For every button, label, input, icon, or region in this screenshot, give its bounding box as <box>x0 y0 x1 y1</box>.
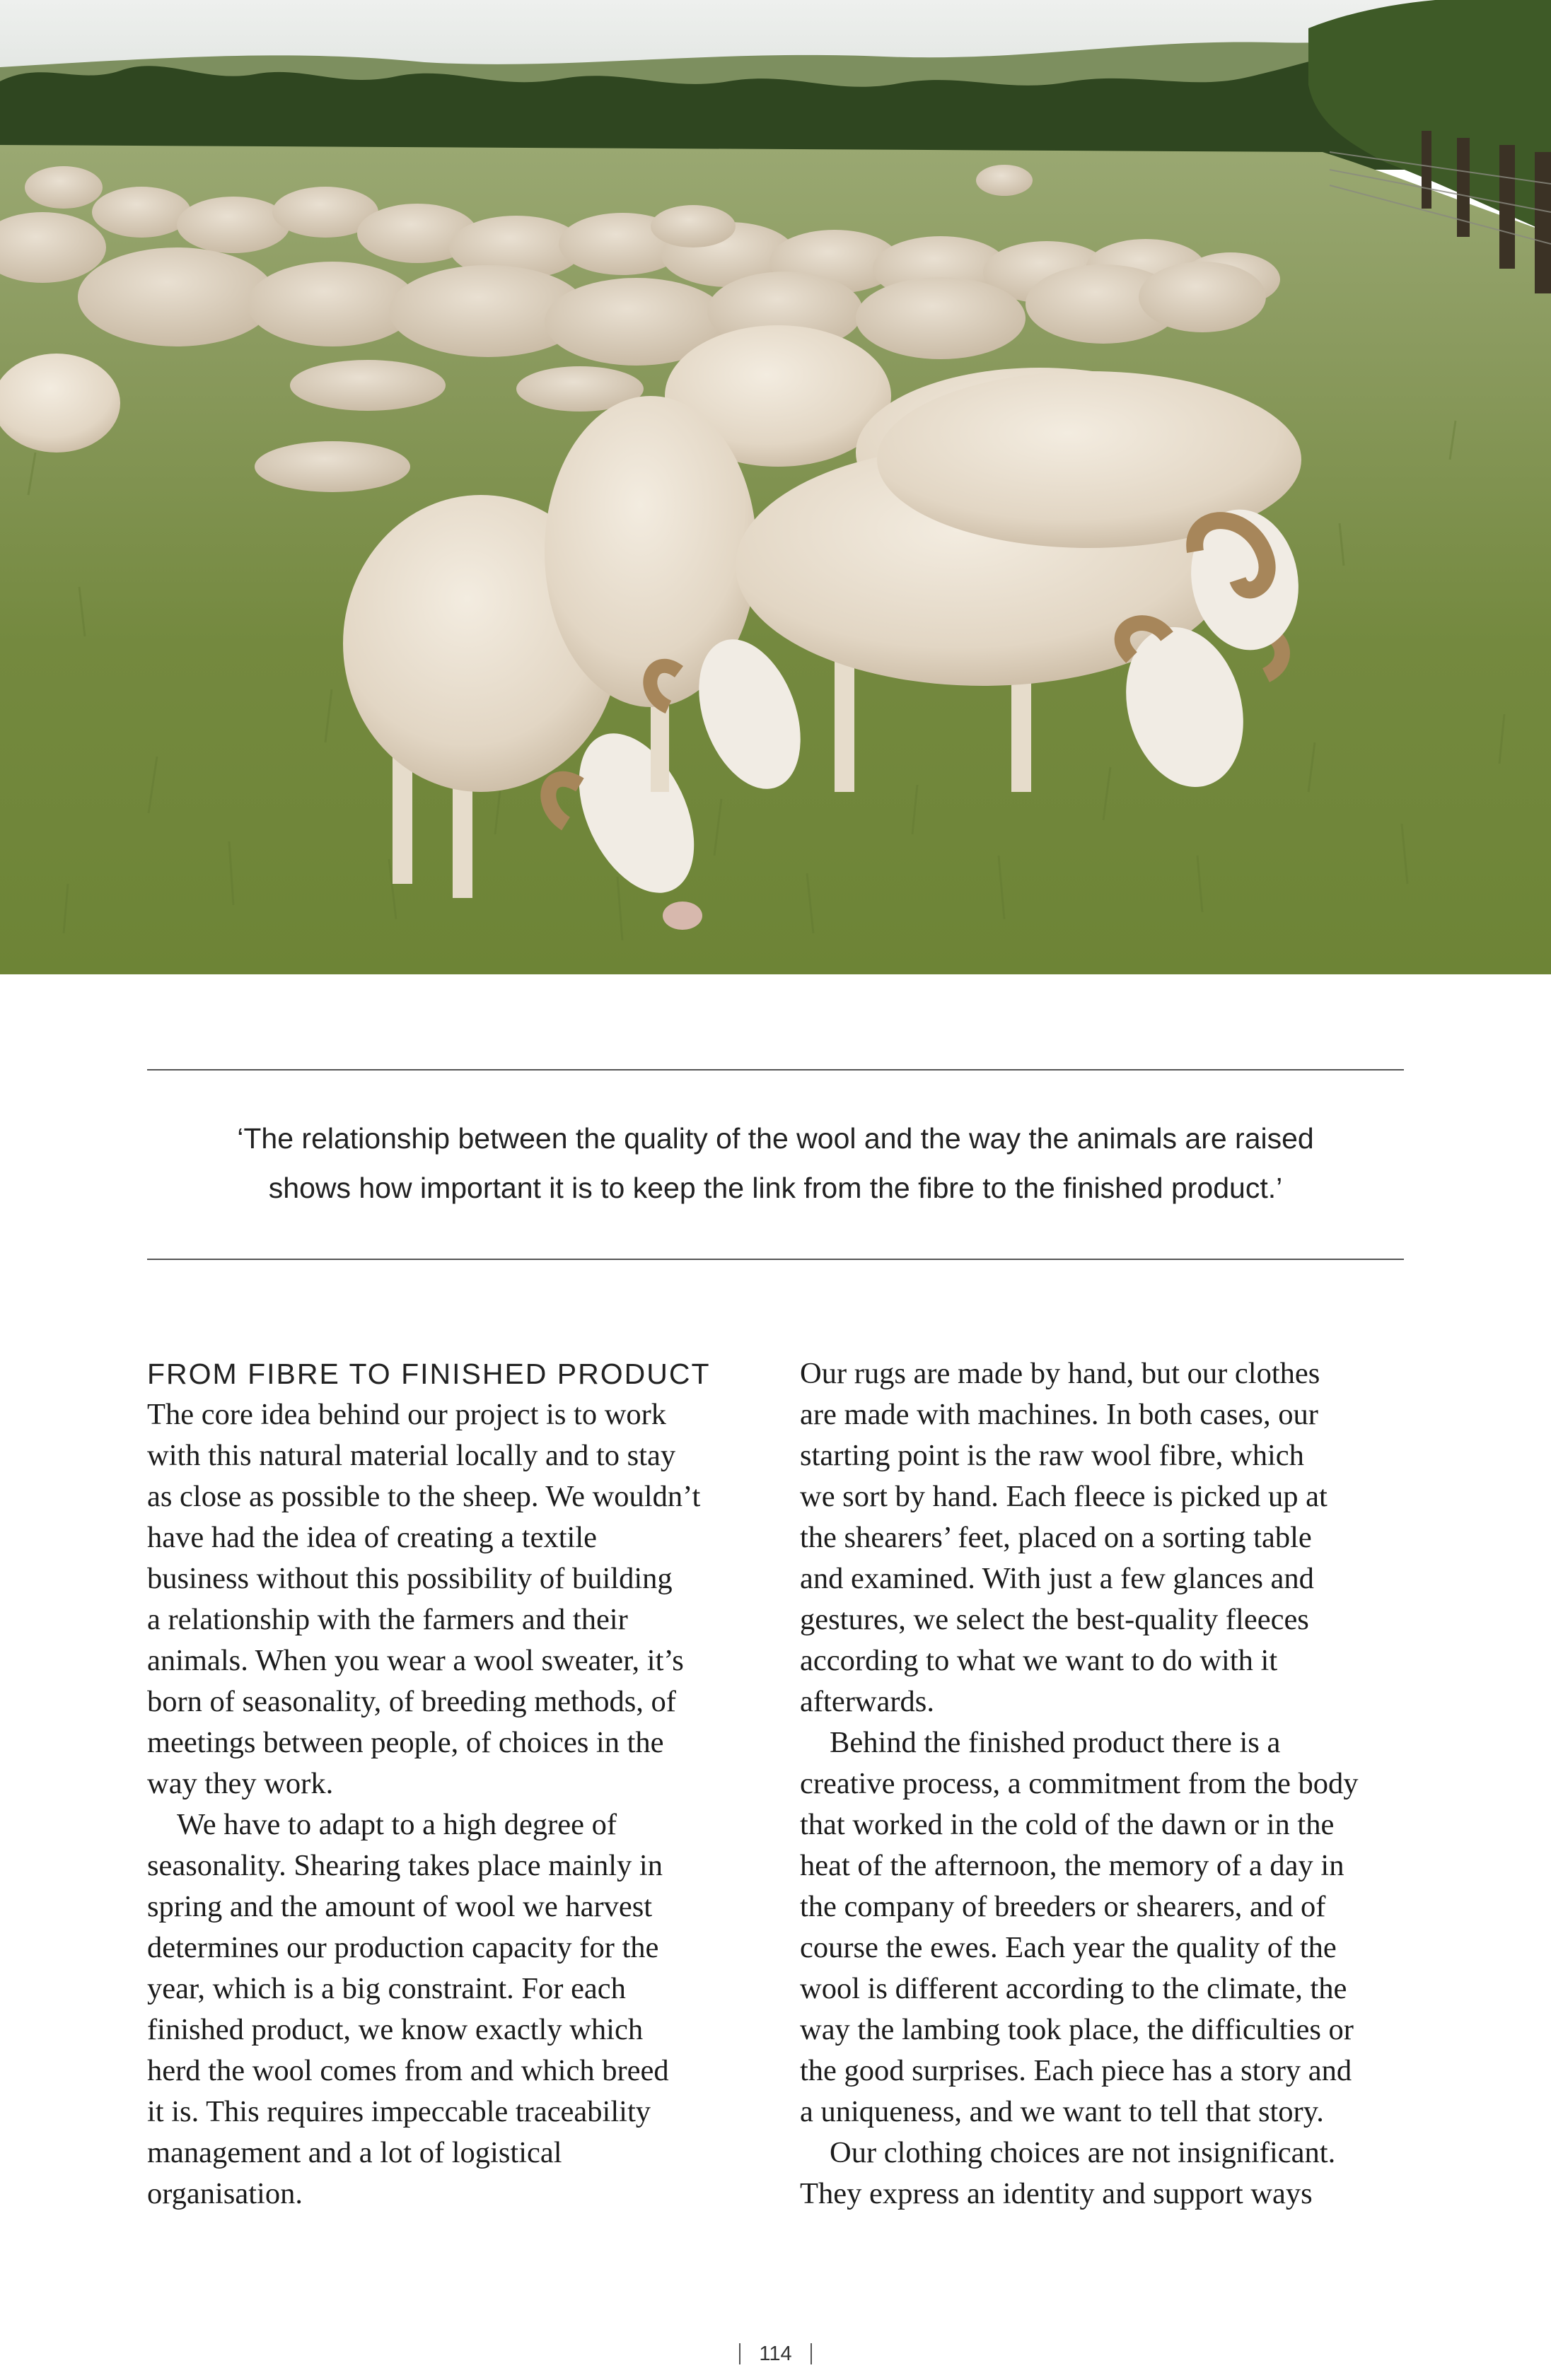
pull-quote-line-2: shows how important it is to keep the link from the fibre to the finished product.’ <box>268 1172 1283 1204</box>
page-number-text: 114 <box>759 2342 792 2365</box>
body-line: born of seasonality, of breeding methods, of <box>147 1685 676 1718</box>
body-line: a relationship with the farmers and their <box>147 1603 628 1636</box>
body-line: are made with machines. In both cases, our <box>800 1398 1318 1431</box>
pull-quote-line-1: ‘The relationship between the quality of the wool and the way the animals are raised <box>237 1122 1314 1155</box>
pull-quote-top-rule <box>147 1069 1404 1071</box>
body-line: organisation. <box>147 2177 303 2210</box>
body-line: Our clothing choices are not insignificant. <box>830 2136 1336 2169</box>
left-column <box>147 1353 769 2215</box>
body-line: spring and the amount of wool we harvest <box>147 1890 653 1923</box>
body-line: it is. This requires impeccable traceability <box>147 2095 651 2128</box>
body-line: starting point is the raw wool fibre, which <box>800 1439 1304 1472</box>
body-line: finished product, we know exactly which <box>147 2013 644 2046</box>
body-line: herd the wool comes from and which breed <box>147 2054 669 2087</box>
body-line: according to what we want to do with it <box>800 1644 1278 1677</box>
body-line: heat of the afternoon, the memory of a day in <box>800 1849 1344 1882</box>
body-line: and examined. With just a few glances and <box>800 1562 1314 1595</box>
body-line: way the lambing took place, the difficulties or <box>800 2013 1354 2046</box>
body-line: course the ewes. Each year the quality of the <box>800 1931 1337 1964</box>
body-line: They express an identity and support ways <box>800 2177 1313 2210</box>
body-line: as close as possible to the sheep. We wouldn’t <box>147 1480 701 1513</box>
body-line: the good surprises. Each piece has a story and <box>800 2054 1352 2087</box>
body-line: determines our production capacity for the <box>147 1931 659 1964</box>
body-line: animals. When you wear a wool sweater, it’s <box>147 1644 684 1677</box>
body-line: wool is different according to the climate, the <box>800 1972 1347 2005</box>
body-line: management and a lot of logistical <box>147 2136 562 2169</box>
body-line: meetings between people, of choices in the <box>147 1726 664 1759</box>
page-number <box>0 2342 1551 2366</box>
body-line: a uniqueness, and we want to tell that story. <box>800 2095 1324 2128</box>
folio-divider-right <box>811 2343 812 2364</box>
body-line: gestures, we select the best-quality fleeces <box>800 1603 1309 1636</box>
sheep-grazing-photo <box>0 0 1551 974</box>
body-line: the company of breeders or shearers, and of <box>800 1890 1326 1923</box>
body-line: Our rugs are made by hand, but our clothes <box>800 1357 1320 1390</box>
body-line: we sort by hand. Each fleece is picked up at <box>800 1480 1328 1513</box>
body-line: have had the idea of creating a textile <box>147 1521 598 1554</box>
right-column <box>800 1353 1422 2215</box>
body-line: afterwards. <box>800 1685 934 1718</box>
section-heading: FROM FIBRE TO FINISHED PRODUCT <box>147 1358 711 1390</box>
body-line: Behind the finished product there is a <box>830 1726 1281 1759</box>
body-line: We have to adapt to a high degree of <box>177 1808 617 1841</box>
body-line: that worked in the cold of the dawn or in the <box>800 1808 1335 1841</box>
body-line: the shearers’ feet, placed on a sorting table <box>800 1521 1312 1554</box>
pull-quote <box>147 1114 1404 1213</box>
body-line: business without this possibility of building <box>147 1562 673 1595</box>
body-line: seasonality. Shearing takes place mainly in <box>147 1849 663 1882</box>
body-line: with this natural material locally and to stay <box>147 1439 676 1472</box>
pull-quote-bottom-rule <box>147 1259 1404 1260</box>
body-line: year, which is a big constraint. For each <box>147 1972 626 2005</box>
body-line: way they work. <box>147 1767 334 1800</box>
folio-divider-left <box>739 2343 740 2364</box>
body-line: creative process, a commitment from the body <box>800 1767 1359 1800</box>
body-line: The core idea behind our project is to work <box>147 1398 667 1431</box>
